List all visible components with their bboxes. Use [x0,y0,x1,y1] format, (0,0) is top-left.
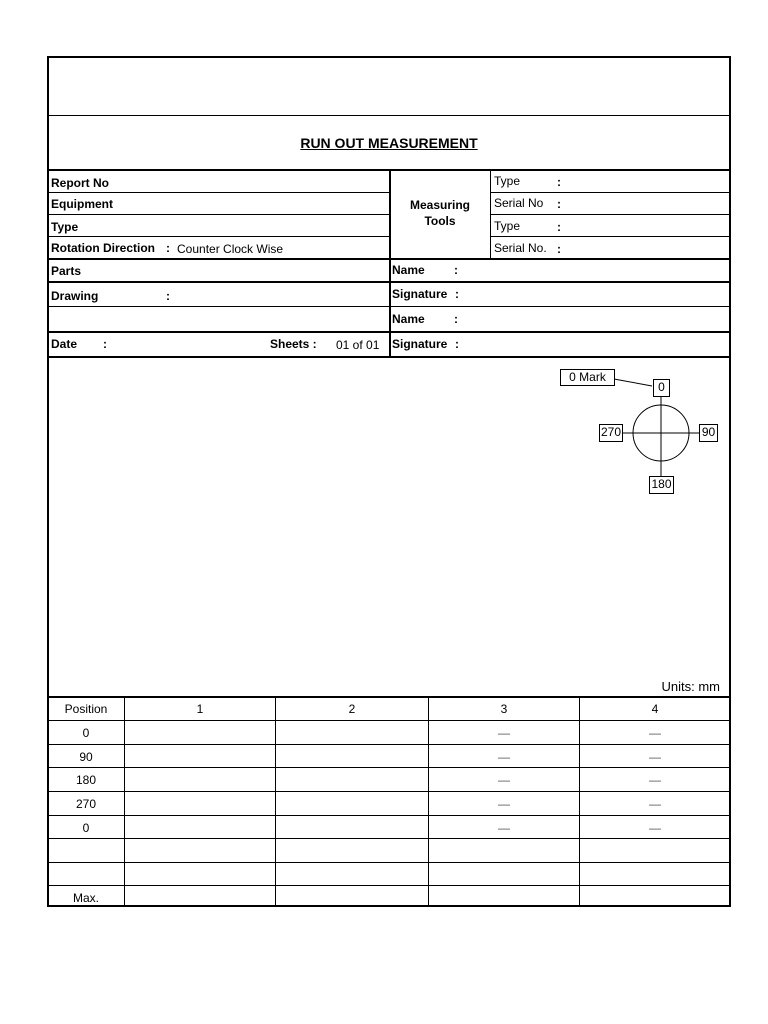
signature-colon-2: : [455,337,459,351]
name-label-2: Name [392,312,425,326]
divider [48,767,730,768]
date-label: Date [51,337,78,351]
drawing-label: Drawing [51,289,99,303]
tool-type-label-1: Type [494,174,521,188]
tool-serial-label-1: Serial No [494,196,544,210]
divider [48,791,730,792]
parts-label: Parts [51,264,82,278]
table-header-3: 3 [500,702,508,716]
divider [48,744,730,745]
position-270-label: 270 [599,424,623,442]
table-row-label: 270 [75,797,97,811]
signature-label-2: Signature [392,337,448,351]
table-header-2: 2 [348,702,356,716]
drawing-colon: : [166,289,170,303]
signature-colon-1: : [455,287,459,301]
report-no-label: Report No [51,176,109,190]
divider [490,236,730,237]
table-header-1: 1 [196,702,204,716]
page-title: RUN OUT MEASUREMENT [300,135,478,151]
name-label-1: Name [392,263,425,277]
divider [48,115,730,116]
divider [48,236,389,237]
divider [48,696,730,698]
divider [48,862,730,863]
position-90-label: 90 [699,424,718,442]
table-cell-dash: — [649,797,661,811]
table-cell-dash: — [498,797,510,811]
position-180-label: 180 [649,476,674,494]
rotation-direction-label: Rotation Direction [51,241,155,255]
sheets-value: 01 of 01 [336,338,380,352]
position-0-label: 0 [653,379,670,397]
divider [48,838,730,839]
tool-colon: : [557,175,561,189]
table-cell-dash: — [498,773,510,787]
divider [48,885,730,886]
date-colon: : [103,337,107,351]
table-cell-dash: — [498,726,510,740]
divider [48,815,730,816]
tool-colon: : [557,220,561,234]
tool-colon: : [557,242,561,256]
measuring-tools-label-line2: Tools [424,214,456,228]
measuring-tools-label: Measuring [409,198,470,212]
table-cell-dash: — [649,726,661,740]
divider [490,214,730,215]
table-row-label-max: Max. [72,891,99,905]
tool-colon: : [557,197,561,211]
divider [48,720,730,721]
divider [48,192,389,193]
tool-serial-label-2: Serial No. [494,241,547,255]
rotation-direction-colon: : [166,241,170,255]
name-colon-1: : [454,263,458,277]
table-cell-dash: — [649,821,661,835]
zero-mark-label: 0 Mark [560,369,615,386]
table-cell-dash: — [498,821,510,835]
table-cell-dash: — [649,773,661,787]
type-label: Type [51,220,79,234]
table-row-label: 0 [82,821,90,835]
table-cell-dash: — [498,750,510,764]
divider [124,697,125,906]
signature-label-1: Signature [392,287,448,301]
tool-type-label-2: Type [494,219,521,233]
units-label: Units: mm [661,679,720,694]
divider [48,214,389,215]
table-row-label: 180 [75,773,97,787]
table-row-label: 0 [82,726,90,740]
table-header-4: 4 [651,702,659,716]
zero-mark-leader [614,379,652,386]
divider [275,697,276,906]
table-header-position: Position [64,702,108,716]
rotation-direction-value: Counter Clock Wise [177,242,284,256]
table-row-label: 90 [79,750,93,764]
sheets-label: Sheets : [270,337,317,351]
name-colon-2: : [454,312,458,326]
equipment-label: Equipment [51,197,113,211]
divider [490,170,491,258]
divider [490,192,730,193]
table-cell-dash: — [649,750,661,764]
